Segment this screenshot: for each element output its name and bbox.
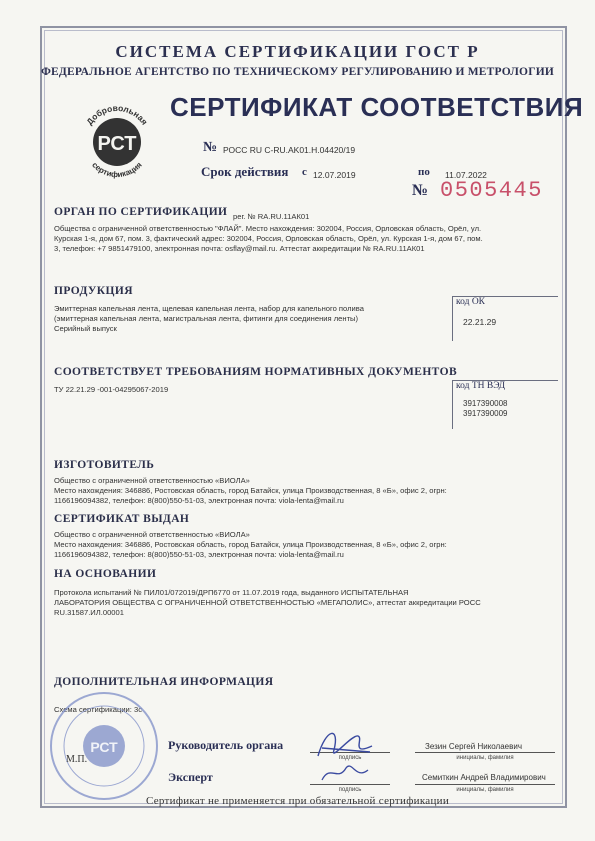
organ-text xyxy=(54,224,559,255)
additional-heading: ДОПОЛНИТЕЛЬНАЯ ИНФОРМАЦИЯ xyxy=(54,676,274,688)
basis-text xyxy=(54,588,559,619)
ok-code-label: код ОК xyxy=(456,297,486,307)
organ-heading: ОРГАН ПО СЕРТИФИКАЦИИ xyxy=(54,206,228,218)
tnved-codes xyxy=(463,399,508,419)
organ-stamp xyxy=(48,690,160,802)
serial-label: № xyxy=(412,182,429,199)
manufacturer-line: Место нахождения: 346886, Ростовская область, город Батайск, улица Производственная, 8 «Б», офис 2, огрн: xyxy=(54,486,447,496)
issued-text xyxy=(54,530,559,561)
rst-logo xyxy=(76,100,158,182)
issued-line: Место нахождения: 346886, Ростовская область, город Батайск, улица Производственная, 8 «Б», офис 2, огрн: xyxy=(54,540,447,550)
manufacturer-line: Общество с ограниченной ответственностью «ВИОЛА» xyxy=(54,476,250,485)
expert-name: Семиткин Андрей Владимирович xyxy=(422,773,546,782)
validity-to-date: 11.07.2022 xyxy=(445,170,487,180)
head-sign-caption: подпись xyxy=(338,755,362,761)
tnved-code: 3917390008 xyxy=(463,399,508,408)
manufacturer-heading: ИЗГОТОВИТЕЛЬ xyxy=(54,459,155,471)
expert-name-line xyxy=(415,784,555,785)
cert-number-label: № xyxy=(203,140,218,155)
head-name: Зезин Сергей Николаевич xyxy=(425,742,523,751)
expert-signature xyxy=(318,758,378,788)
product-text xyxy=(54,304,444,335)
system-title: СИСТЕМА СЕРТИФИКАЦИИ ГОСТ Р xyxy=(115,42,480,61)
logo-top-text: Добровольная xyxy=(84,102,150,127)
validity-from-label: с xyxy=(302,166,307,178)
validity-from-date: 12.07.2019 xyxy=(313,170,356,180)
stamp-label: М.П. xyxy=(66,754,88,765)
expert-name-caption: инициалы, фамилия xyxy=(456,787,514,793)
conformity-doc: ТУ 22.21.29 -001-04295067-2019 xyxy=(54,385,169,394)
issued-heading: СЕРТИФИКАТ ВЫДАН xyxy=(54,513,190,525)
stamp-letters: РСТ xyxy=(90,739,118,755)
organ-reg: рег. № RA.RU.11АК01 xyxy=(233,212,310,221)
basis-heading: НА ОСНОВАНИИ xyxy=(54,568,157,580)
certificate-title: СЕРТИФИКАТ СООТВЕТСТВИЯ xyxy=(170,92,584,122)
scheme: Схема сертификации: 3с xyxy=(54,705,143,714)
tnved-code: 3917390009 xyxy=(463,409,508,419)
organ-line: Курская 1-я, дом 67, пом. 3, фактический адрес: 302004, Россия, Орловская область, Орёл, ул. Курская 1-я, дом 67, пом. xyxy=(54,234,483,244)
logo-bottom-text: сертификация xyxy=(90,160,144,180)
serial-number: 0505445 xyxy=(440,178,543,203)
footer-note: Сертификат не применяется при обязательной сертификации xyxy=(145,795,450,807)
validity-to-label: по xyxy=(418,166,430,178)
cert-number: РОСС RU С-RU.AK01.H.04420/19 xyxy=(223,145,356,155)
product-line: Серийный выпуск xyxy=(54,324,117,334)
issued-line: 1166196094382, телефон: 8(800)550-51-03, электронная почта: viola-lenta@mail.ru xyxy=(54,550,344,560)
agency-title: ФЕДЕРАЛЬНОЕ АГЕНТСТВО ПО ТЕХНИЧЕСКОМУ РЕГУЛИРОВАНИЮ И МЕТРОЛОГИИ xyxy=(40,66,555,78)
basis-line: Протокола испытаний № ПИЛ01/072019/ДРП6770 от 11.07.2019 года, выданного ИСПЫТАТЕЛЬНАЯ xyxy=(54,588,409,597)
tnved-label: код ТН ВЭД xyxy=(456,381,506,391)
expert-sign-caption: подпись xyxy=(338,787,362,793)
manufacturer-line: 1166196094382, телефон: 8(800)550-51-03, электронная почта: viola-lenta@mail.ru xyxy=(54,496,344,506)
product-line: Эмиттерная капельная лента, щелевая капельная лента, набор для капельного полива xyxy=(54,304,364,313)
head-name-caption: инициалы, фамилия xyxy=(456,755,514,761)
logo-letters: РСТ xyxy=(97,133,137,155)
head-name-line xyxy=(415,752,555,753)
head-label: Руководитель органа xyxy=(168,738,284,752)
validity-label: Срок действия xyxy=(201,164,289,179)
conformity-heading: СООТВЕТСТВУЕТ ТРЕБОВАНИЯМ НОРМАТИВНЫХ ДОКУМЕНТОВ xyxy=(54,366,458,378)
organ-line: Общества с ограниченной ответственностью "ФЛАЙ". Место нахождения: 302004, Россия, Орловская область, Орёл, ул. xyxy=(54,224,482,233)
ok-code-value: 22.21.29 xyxy=(463,317,497,327)
basis-line: RU.31587.ИЛ.00001 xyxy=(54,608,124,618)
expert-label: Эксперт xyxy=(168,770,213,784)
organ-line: 3, телефон: +7 9851479100, электронная почта: osflay@mail.ru. Аттестат аккредитации № RA.RU.11АК01 xyxy=(54,244,425,254)
basis-line: ЛАБОРАТОРИЯ ОБЩЕСТВА С ОГРАНИЧЕННОЙ ОТВЕТСТВЕННОСТЬЮ «МЕГАПОЛИС», аттестат аккредитации РОСС xyxy=(54,598,481,608)
product-line: (эмиттерная капельная лента, магистральная лента, фитинги для соединения ленты) xyxy=(54,314,359,324)
product-heading: ПРОДУКЦИЯ xyxy=(54,285,133,297)
issued-line: Общество с ограниченной ответственностью «ВИОЛА» xyxy=(54,530,250,539)
manufacturer-text xyxy=(54,476,559,507)
